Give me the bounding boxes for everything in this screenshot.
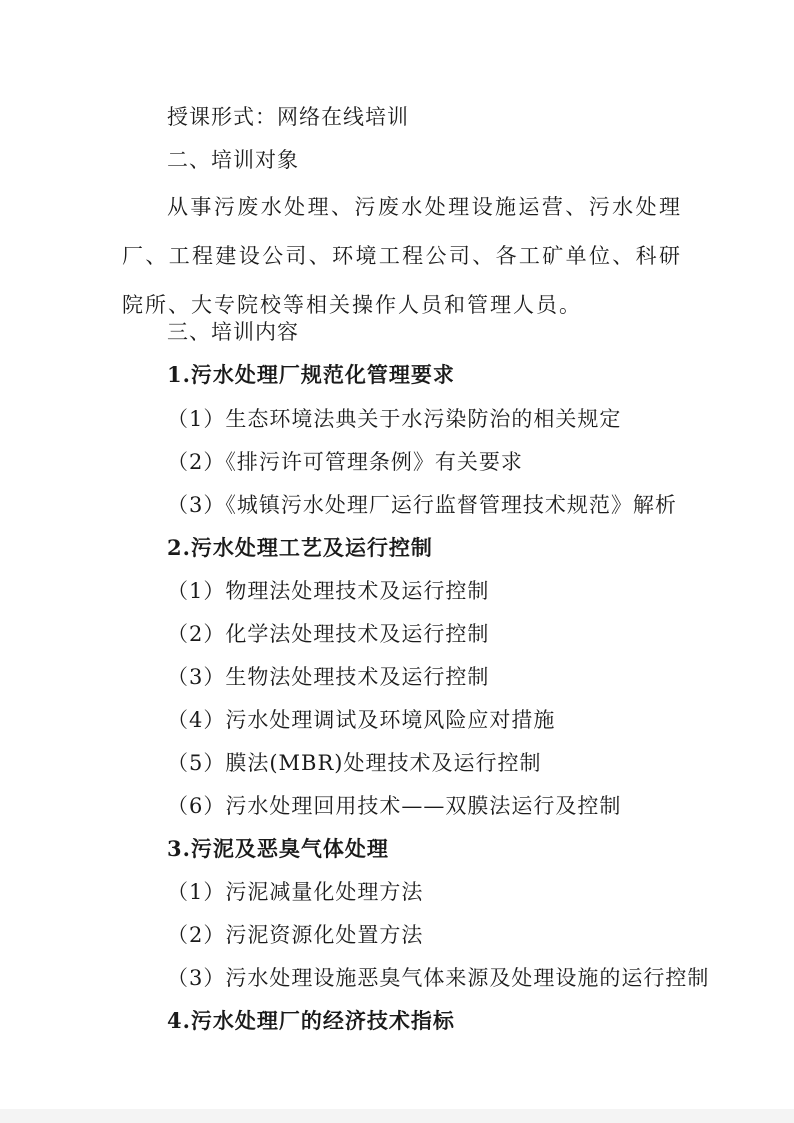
topic-1-item-2: （2）《排污许可管理条例》有关要求 xyxy=(167,450,523,474)
topic-1-item-3: （3）《城镇污水处理厂运行监督管理技术规范》解析 xyxy=(167,493,677,517)
training-audience-paragraph: 从事污废水处理、污废水处理设施运营、污水处理厂、工程建设公司、环境工程公司、各工矿单位、科研院所、大专院校等相关操作人员和管理人员。 xyxy=(122,195,682,317)
topic-2-item-2: （2）化学法处理技术及运行控制 xyxy=(167,622,490,646)
topic-title-4: 4.污水处理厂的经济技术指标 xyxy=(167,1008,455,1033)
section-heading-training-content: 三、培训内容 xyxy=(167,320,299,344)
scan-bottom-edge xyxy=(0,1109,794,1123)
teaching-format-line: 授课形式：网络在线培训 xyxy=(167,105,409,129)
topic-3-item-3: （3）污水处理设施恶臭气体来源及处理设施的运行控制 xyxy=(167,966,710,990)
topic-3-item-2: （2）污泥资源化处置方法 xyxy=(167,923,424,947)
topic-3-item-1: （1）污泥减量化处理方法 xyxy=(167,880,424,904)
topic-title-1: 1.污水处理厂规范化管理要求 xyxy=(167,362,455,387)
topic-2-item-1: （1）物理法处理技术及运行控制 xyxy=(167,579,490,603)
topic-1-item-1: （1）生态环境法典关于水污染防治的相关规定 xyxy=(167,407,622,431)
topic-2-item-5: （5）膜法(MBR)处理技术及运行控制 xyxy=(167,751,542,775)
topic-title-2: 2.污水处理工艺及运行控制 xyxy=(167,535,433,560)
topic-2-item-4: （4）污水处理调试及环境风险应对措施 xyxy=(167,708,556,732)
topic-title-3: 3.污泥及恶臭气体处理 xyxy=(167,836,389,861)
topic-2-item-6: （6）污水处理回用技术——双膜法运行及控制 xyxy=(167,794,622,818)
section-heading-training-audience: 二、培训对象 xyxy=(167,148,299,172)
topic-2-item-3: （3）生物法处理技术及运行控制 xyxy=(167,665,490,689)
